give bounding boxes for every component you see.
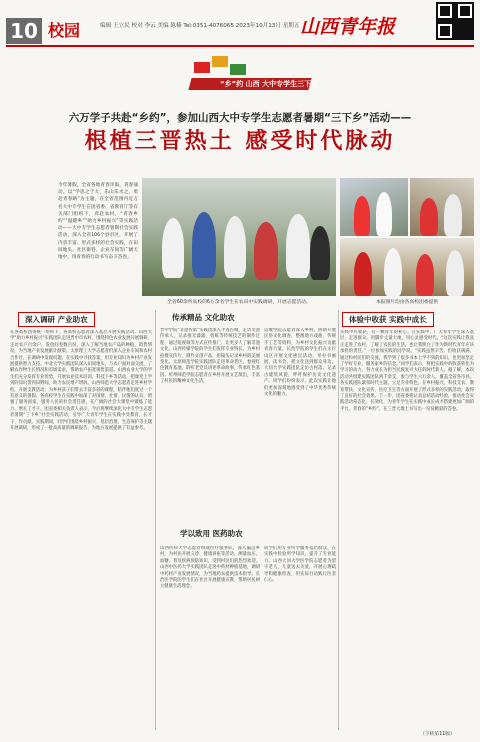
article-column: 山西医科大学志愿者组成医疗服务队，深入偏远乡村，为村民开展义诊、健康讲座等活动，测量血压、血糖，普及疾病预防知识，受到村民们的热烈欢迎。山西中医药大学实践团队走进中药材种植基地，调研中药材产业发展情况，为当地药农提供技术指导。长治医学院的学生们在社区开展健康宣教，帮助居民树立健康生活理念。 (160, 546, 260, 590)
banner-label: “乡”约 山西 大中专学生三下乡 (220, 80, 319, 88)
flag-icon (230, 64, 246, 75)
article-column: 在各高校团委统一组织下，各高校志愿者深入基层开展实践活动。山西大学“助力乡村振兴”实践团队走进晋中市农村，围绕特色农业发展开展调研，走访农户百余户，发放问卷数百份，深入了解当地农产品的种植、销售情况，为当地产业发展献计献策。太原理工大学志愿者们深入企业车间和农村合作社，在调研中发现问题，在实践中寻找答案，用专业知识为乡村产业发展提供智力支持。中北大学实践团队深入田间地头，与农户面对面交流，了解农作物生长情况和市场需求，帮助农户拓宽销售渠道。山西农业大学的学生们充分发挥专业优势，开展农业技术培训、科技下乡等活动，把课堂上学到的知识带到田野间，助力农民增产增收。山西师范大学志愿者走进乡村学校，开展支教活动，为乡村孩子们带去丰富多彩的课程，陪伴他们度过一个有意义的暑假。各高校学生在实践中加深了对国情、社情、民情的认识，增强了服务国家、服务人民的社会责任感，在广阔的社会大课堂中锻炼了能力、增长了才干。团省委相关负责人表示，今后将继续深化大中专学生志愿者暑期“三下乡”社会实践活动，引导广大青年学生在实践中受教育、长才干、作贡献。实践期间，同学们围绕乡村振兴、基层治理、生态保护等主题开展调研，形成了一批高质量的调研报告，为地方发展提供了有益参考。 (10, 330, 152, 432)
photo-credit: 本报图片均由各高校团委提供 (375, 300, 439, 305)
page-number: 10 (6, 18, 42, 44)
article-column: 晋中学院“非遗传承”实践团深入平遥古城，走访非遗传承人，记录推光漆器、剪纸等传统技艺的制作过程，通过短视频等方式宣传推广，让更多人了解非遗文化。山西传媒学院的学生们发挥专业特长，为乡村拍摄宣传片、制作文创产品，用镜头记录乡村的美丽变化。太原师范学院实践团队走进革命老区，参观红色教育基地，聆听老党员讲述革命故事，传承红色基因。忻州师范学院志愿者在乡村开展文艺演出，丰富了村民的精神文化生活。 (160, 328, 260, 385)
editor-info: 编辑 王立民 校对 李云 美编 陈楠 Tel:0351-4076065 2023年10月13日 星期五 (100, 23, 300, 29)
side-photo-1 (340, 178, 408, 236)
photo-caption: 全省60余所高校的6万余名学生在农田中实践调研，开展志愿活动。 (167, 300, 311, 305)
flag-icon (212, 56, 228, 67)
banner-graphic (190, 52, 310, 100)
section-name: 校园 (48, 21, 81, 40)
section-heading-culture: 传承精品 文化助农 (172, 313, 235, 322)
article-column: 运城学院志愿者深入乡村，协助开展民俗文化调查，整理地方戏曲、传统手工艺等资料，为乡村文化振兴贡献青春力量。长治学院的学生们在太行山区开展文化惠民活动，举办书画展、读书会，把文化送到群众身边。大同大学实践团队走访古村落，记录古建筑风貌，呼吁保护历史文化遗产。同学们纷纷表示，此次实践让他们更加深刻地感受到了中华优秀传统文化的魅力。 (264, 328, 336, 398)
article-headline: 根植三晋热土 感受时代脉动 (84, 128, 396, 154)
newspaper-masthead: 山西青年报 (300, 16, 396, 38)
article-column: 实践中有收获，有一颗青年的初心。在实践中，广大青年学生深入基层、走进群众，用脚步丈量大地，用心灵感受时代。“这次实践让我真正走进了农村，了解了农民的生活，也让我明白了作为新时代青年应该承担的责任。”一位参加实践的同学说。“实践虽然辛苦，但收获满满。通过和村民们的交流，我学到了很多书本上学不到的知识，也更加坚定了学好专业、服务家乡的信念。”同学们表示，将把实践中的收获转化为学习的动力，努力成长为担当民族复兴大任的时代新人。据了解，本次活动共组建实践团队两千余支，参与学生六万余人，覆盖全省各市县。各实践团队紧扣时代主题，立足专业特色，在乡村振兴、科技支农、教育帮扶、文化宣传、医疗卫生等方面开展了形式多样的实践活动，取得了良好的社会效果。下一步，团省委将认真总结活动经验，推动社会实践活动常态化、长效化，为青年学生在实践中成长成才搭建更加广阔的平台。青春的“乡约”，在三晋大地上书写出一份份精彩的答卷。 (340, 330, 474, 412)
page-header (0, 0, 480, 44)
continued-note: （下转第11版） (420, 732, 455, 737)
section-heading-research: 深入调研 产业助农 (18, 312, 95, 327)
column-divider (155, 310, 156, 730)
section-heading-growth: 体验中收获 实践中成长 (342, 312, 434, 327)
article-kicker: 六万学子共赴“乡约”，参加山西大中专学生志愿者暑期“三下乡”活动—— (68, 112, 412, 124)
header-rule (6, 45, 474, 47)
column-divider (338, 310, 339, 730)
article-intro: 今年暑假，全省各地青春洋溢，青春涌动。以“学思之于大，乐山乐水之，勇赴青春路”为主题，在全省范围内近万名大中专学生在团省委、省教育厅等有关部门组织下，奔赴农村，“青春乡约”“温暖乡”“助力乡村振兴”等实践活动——大中专学生志愿者暑期社会实践活动，深入全省106个县市区，开展了内容丰富、形式多样的社会实践，在田间地头、社区街巷、企业车间等广阔天地中，用青春的行动书写奋斗答卷。 (58, 183, 138, 261)
side-photo-2 (410, 178, 474, 236)
qr-code-icon (436, 2, 474, 40)
side-photo-3 (340, 238, 474, 296)
article-column: 同学们用专业所学服务基层群众，在实践中检验所学知识，提升了专业能力。山西大同大学医学院志愿者为留守老人、儿童送去关爱，开展心理疏导和健康检查，用实际行动践行医者仁心。 (264, 546, 336, 584)
main-photo (142, 178, 336, 296)
section-heading-medicine: 学以致用 医药助农 (180, 529, 243, 538)
flag-icon (194, 62, 210, 73)
